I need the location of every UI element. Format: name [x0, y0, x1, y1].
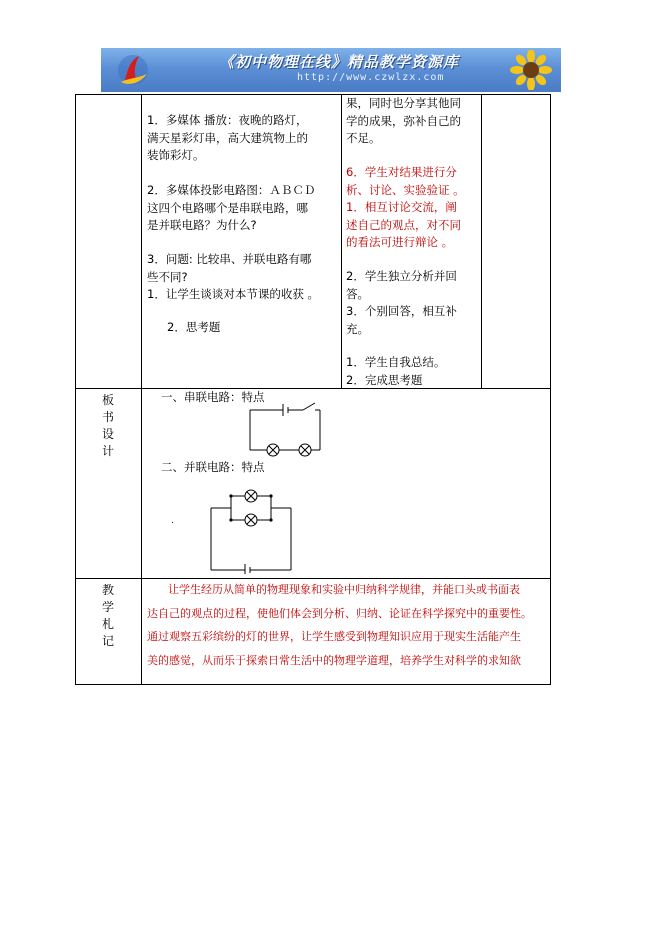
- stray-dot: .: [171, 516, 174, 526]
- teacher-activity-4: 1．让学生谈谈对本节课的收获 。: [147, 287, 319, 301]
- series-circuit-diagram: [245, 400, 335, 460]
- student-activity-1: 果，同时也分享其他同 学的成果，弥补自己的 不足。: [346, 96, 461, 145]
- student-activity-3: 2．学生独立分析并回 答。 3．个别回答，相互补 充。: [346, 269, 457, 336]
- header-banner: [101, 48, 561, 92]
- banner-title: 《初中物理在线》精品教学资源库: [219, 53, 460, 71]
- teacher-activity-1: 1．多媒体 播放：夜晚的路灯， 满天星彩灯串，高大建筑物上的 装饰彩灯。: [147, 113, 308, 162]
- student-activity-2: 6．学生对结果进行分 析、讨论、实验验证 。 1．相互讨论交流，阐 述自己的观点，对不同 的看法可进行辩论 。: [346, 165, 465, 249]
- teaching-notes-label: 教 学 札 记: [101, 583, 114, 648]
- lesson-table: [75, 94, 551, 685]
- teaching-notes-text: 让学生经历从简单的物理现象和实验中归纳科学规律，并能口头或书面表 达自己的观点的过程，使他们体会到分析、归纳、论证在科学探究中的重要性。 通过观察五彩缤纷的灯的世界，让学生感受到物理知识应用于现实生活能产生 美的感觉，从而乐于探索日常生活中的物理学道理，培养学生对科学的求知欲: [147, 583, 532, 667]
- teacher-activity-5: 2．思考题: [167, 320, 221, 334]
- logo-icon: [115, 52, 151, 88]
- sunflower-icon: [509, 50, 553, 90]
- parallel-circuit-heading: 二、并联电路：特点: [161, 460, 265, 474]
- banner-url[interactable]: http://www.czwlzx.com: [297, 72, 445, 83]
- teacher-activity-3: 3．问题: 比较串、并联电路有哪 些不同?: [147, 252, 312, 284]
- series-circuit-heading: 一、串联电路：特点: [161, 390, 265, 404]
- teacher-activity-2: 2．多媒体投影电路图：ＡＢＣＤ 这四个电路哪个是串联电路，哪 是并联电路？为什么?: [147, 183, 316, 232]
- board-design-label: 板 书 设 计: [101, 393, 114, 458]
- parallel-circuit-diagram: [205, 484, 305, 574]
- student-activity-4: 1．学生自我总结。 2．完成思考题: [346, 355, 446, 387]
